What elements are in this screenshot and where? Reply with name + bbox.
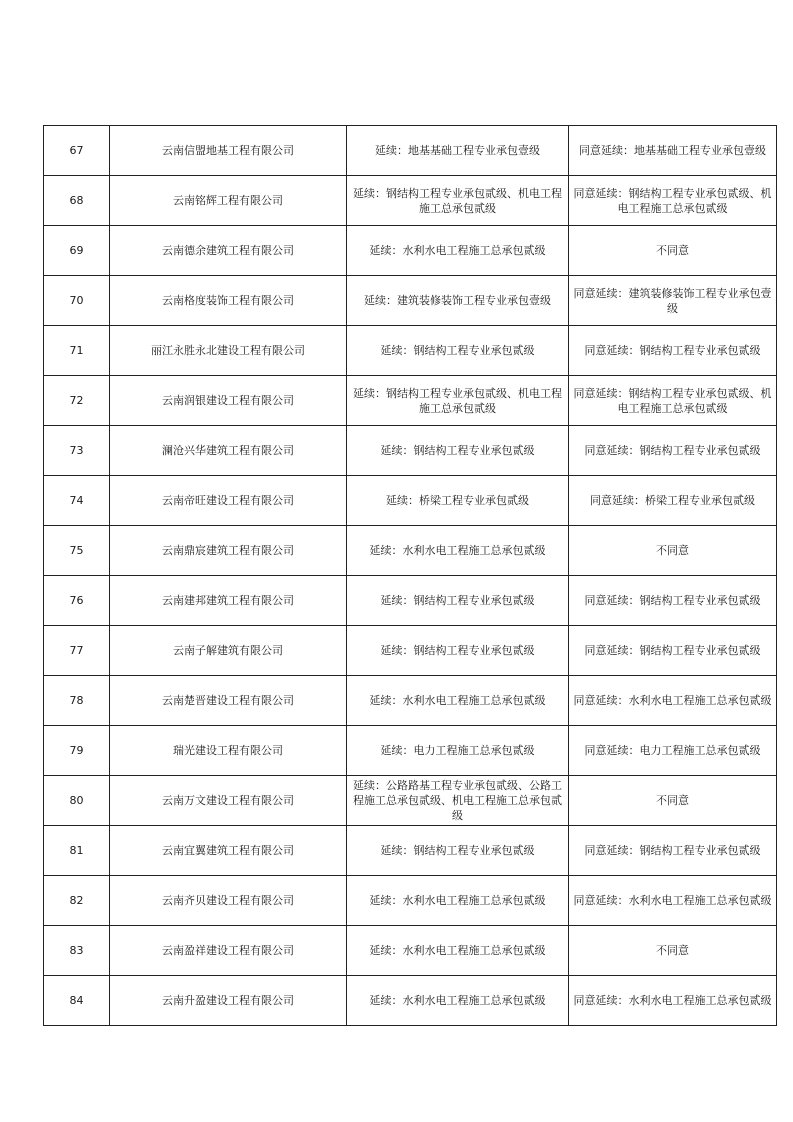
- table-row: [44, 326, 777, 376]
- table-row: [44, 926, 777, 976]
- company-name: 丽江永胜永北建设工程有限公司: [110, 326, 347, 376]
- application-item: 延续：水利水电工程施工总承包贰级: [347, 976, 569, 1026]
- review-result: 同意延续：钢结构工程专业承包贰级: [569, 826, 777, 876]
- review-result: 同意延续：钢结构工程专业承包贰级: [569, 326, 777, 376]
- table-row: [44, 476, 777, 526]
- table-row: [44, 226, 777, 276]
- review-result: 同意延续：钢结构工程专业承包贰级: [569, 426, 777, 476]
- review-result: 同意延续：钢结构工程专业承包贰级、机电工程施工总承包贰级: [569, 376, 777, 426]
- review-result: 不同意: [569, 226, 777, 276]
- table-row: [44, 876, 777, 926]
- company-name: 瑞光建设工程有限公司: [110, 726, 347, 776]
- review-result: 同意延续：钢结构工程专业承包贰级: [569, 626, 777, 676]
- application-item: 延续：建筑装修装饰工程专业承包壹级: [347, 276, 569, 326]
- application-item: 延续：钢结构工程专业承包贰级: [347, 576, 569, 626]
- review-result: 同意延续：水利水电工程施工总承包贰级: [569, 976, 777, 1026]
- application-item: 延续：水利水电工程施工总承包贰级: [347, 926, 569, 976]
- company-name: 云南帝旺建设工程有限公司: [110, 476, 347, 526]
- table-row: [44, 726, 777, 776]
- table-row: [44, 676, 777, 726]
- review-result: 同意延续：水利水电工程施工总承包贰级: [569, 876, 777, 926]
- review-result: 同意延续：电力工程施工总承包贰级: [569, 726, 777, 776]
- review-result: 同意延续：桥梁工程专业承包贰级: [569, 476, 777, 526]
- row-number: 78: [44, 676, 110, 726]
- table-row: [44, 376, 777, 426]
- application-item: 延续：水利水电工程施工总承包贰级: [347, 676, 569, 726]
- table-row: [44, 826, 777, 876]
- review-result: 同意延续：地基基础工程专业承包壹级: [569, 126, 777, 176]
- company-name: 澜沧兴华建筑工程有限公司: [110, 426, 347, 476]
- company-name: 云南齐贝建设工程有限公司: [110, 876, 347, 926]
- row-number: 79: [44, 726, 110, 776]
- table-row: [44, 576, 777, 626]
- table-row: [44, 276, 777, 326]
- company-name: 云南盈祥建设工程有限公司: [110, 926, 347, 976]
- table-row: [44, 176, 777, 226]
- application-item: 延续：水利水电工程施工总承包贰级: [347, 226, 569, 276]
- row-number: 74: [44, 476, 110, 526]
- row-number: 76: [44, 576, 110, 626]
- row-number: 77: [44, 626, 110, 676]
- row-number: 68: [44, 176, 110, 226]
- company-name: 云南楚晋建设工程有限公司: [110, 676, 347, 726]
- row-number: 81: [44, 826, 110, 876]
- table-row: [44, 776, 777, 826]
- company-name: 云南宜翼建筑工程有限公司: [110, 826, 347, 876]
- company-name: 云南润银建设工程有限公司: [110, 376, 347, 426]
- row-number: 80: [44, 776, 110, 826]
- company-name: 云南铭辉工程有限公司: [110, 176, 347, 226]
- review-result: 同意延续：钢结构工程专业承包贰级、机电工程施工总承包贰级: [569, 176, 777, 226]
- application-item: 延续：桥梁工程专业承包贰级: [347, 476, 569, 526]
- company-name: 云南信盟地基工程有限公司: [110, 126, 347, 176]
- row-number: 82: [44, 876, 110, 926]
- row-number: 71: [44, 326, 110, 376]
- row-number: 67: [44, 126, 110, 176]
- row-number: 84: [44, 976, 110, 1026]
- row-number: 69: [44, 226, 110, 276]
- review-result: 同意延续：建筑装修装饰工程专业承包壹级: [569, 276, 777, 326]
- application-item: 延续：地基基础工程专业承包壹级: [347, 126, 569, 176]
- table-row: [44, 126, 777, 176]
- review-result: 同意延续：水利水电工程施工总承包贰级: [569, 676, 777, 726]
- table-row: [44, 526, 777, 576]
- application-item: 延续：钢结构工程专业承包贰级: [347, 326, 569, 376]
- company-name: 云南万文建设工程有限公司: [110, 776, 347, 826]
- application-item: 延续：水利水电工程施工总承包贰级: [347, 876, 569, 926]
- approval-table: [43, 125, 777, 1026]
- row-number: 75: [44, 526, 110, 576]
- row-number: 70: [44, 276, 110, 326]
- row-number: 73: [44, 426, 110, 476]
- application-item: 延续：钢结构工程专业承包贰级、机电工程施工总承包贰级: [347, 176, 569, 226]
- application-item: 延续：公路路基工程专业承包贰级、公路工程施工总承包贰级、机电工程施工总承包贰级: [347, 776, 569, 826]
- row-number: 72: [44, 376, 110, 426]
- application-item: 延续：钢结构工程专业承包贰级: [347, 426, 569, 476]
- table-row: [44, 976, 777, 1026]
- application-item: 延续：钢结构工程专业承包贰级、机电工程施工总承包贰级: [347, 376, 569, 426]
- table-row: [44, 626, 777, 676]
- table-row: [44, 426, 777, 476]
- application-item: 延续：钢结构工程专业承包贰级: [347, 626, 569, 676]
- review-result: 不同意: [569, 526, 777, 576]
- application-item: 延续：电力工程施工总承包贰级: [347, 726, 569, 776]
- company-name: 云南格度装饰工程有限公司: [110, 276, 347, 326]
- application-item: 延续：钢结构工程专业承包贰级: [347, 826, 569, 876]
- application-item: 延续：水利水电工程施工总承包贰级: [347, 526, 569, 576]
- company-name: 云南德余建筑工程有限公司: [110, 226, 347, 276]
- company-name: 云南升盈建设工程有限公司: [110, 976, 347, 1026]
- review-result: 同意延续：钢结构工程专业承包贰级: [569, 576, 777, 626]
- row-number: 83: [44, 926, 110, 976]
- company-name: 云南建邦建筑工程有限公司: [110, 576, 347, 626]
- company-name: 云南鼎宸建筑工程有限公司: [110, 526, 347, 576]
- company-name: 云南子解建筑有限公司: [110, 626, 347, 676]
- review-result: 不同意: [569, 926, 777, 976]
- review-result: 不同意: [569, 776, 777, 826]
